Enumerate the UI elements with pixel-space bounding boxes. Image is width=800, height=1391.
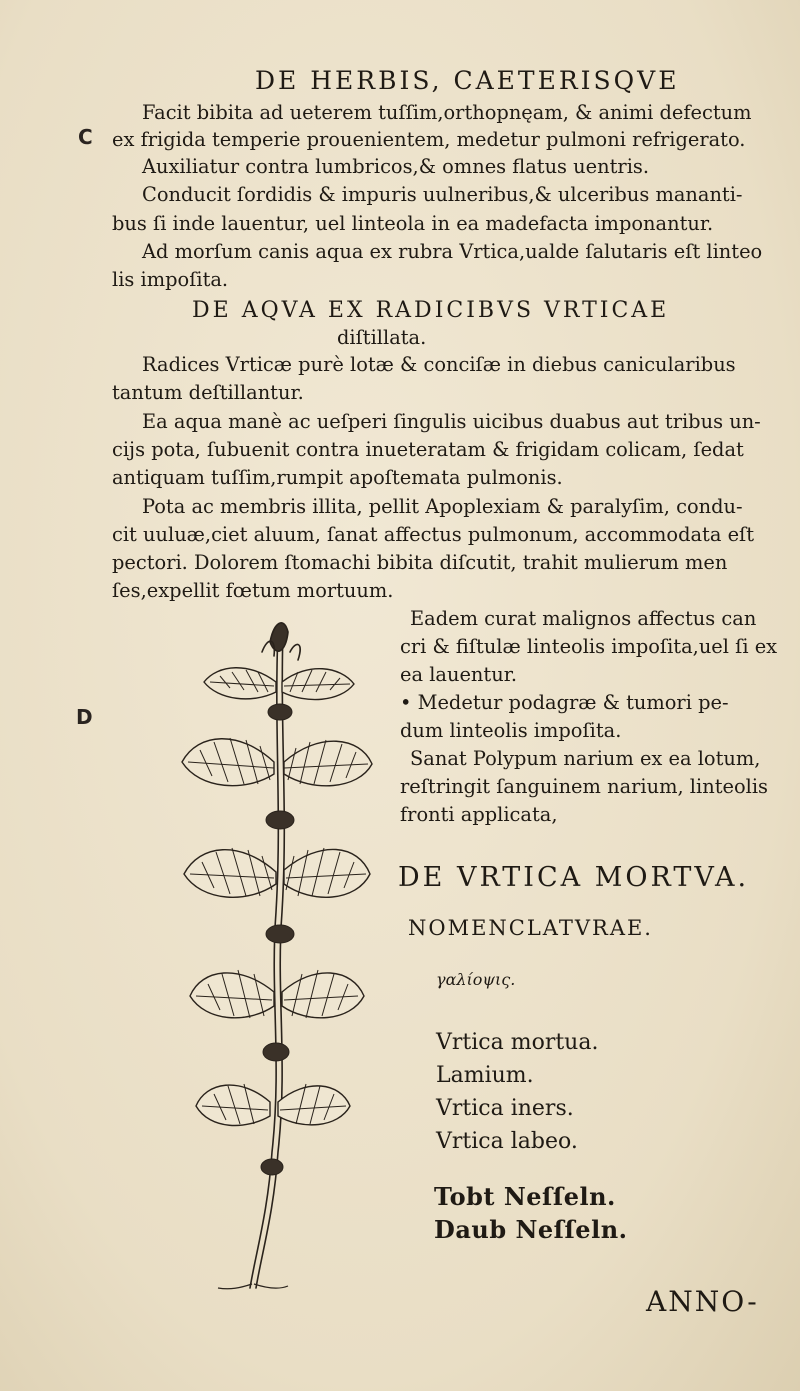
text-line: Pota ac membris illita, pellit Apoplexiam & paralyſim, condu- [142, 495, 743, 518]
german-name: Tobt Neſſeln. [434, 1182, 616, 1211]
text-line: ſes,expellit fœtum mortuum. [112, 579, 394, 602]
text-line: reſtringit ſanguinem narium, linteolis [400, 775, 768, 798]
text-line: cijs pota, ſubuenit contra inueteratam & frigidam colicam, ſedat [112, 438, 744, 461]
text-line: Ad morſum canis aqua ex rubra Vrtica,ualde ſalutaris eſt linteo [142, 240, 763, 263]
text-line: Radices Vrticæ purè lotæ & conciſæ in diebus canicularibus [142, 353, 736, 376]
text-line: Eadem curat malignos affectus can [410, 607, 757, 630]
text-line: cit uuluæ,ciet aluum, ſanat affectus pulmonum, accommodata eſt [112, 523, 755, 546]
text-line: ex frigida temperie prouenientem, medetur pulmoni refrigerato. [112, 128, 746, 151]
margin-letter-d: D [76, 705, 93, 729]
text-line: ea lauentur. [400, 663, 517, 686]
chapter-title: DE VRTICA MORTVA. [398, 862, 750, 893]
catchword: ANNO- [646, 1285, 759, 1318]
latin-name: Vrtica iners. [436, 1096, 574, 1121]
latin-name: Vrtica labeo. [436, 1129, 578, 1154]
text-line: Sanat Polypum narium ex ea lotum, [410, 747, 761, 770]
text-line: Ea aqua manè ac ueſperi ſingulis uicibus duabus aut tribus un- [142, 410, 761, 433]
latin-name: Vrtica mortua. [436, 1030, 599, 1055]
text-line: pectori. Dolorem ſtomachi bibita diſcutit, trahit mulierum men [112, 551, 728, 574]
running-header: DE HERBIS, CAETERISQVE [255, 66, 680, 95]
text-line: Conducit ſordidis & impuris uulneribus,& ulceribus mananti- [142, 183, 743, 206]
german-name: Daub Neſſeln. [434, 1215, 628, 1244]
text-line: • Medetur podagræ & tumori pe- [400, 691, 729, 714]
latin-name: Lamium. [436, 1063, 534, 1088]
text-line: Auxiliatur contra lumbricos,& omnes flatus uentris. [142, 155, 650, 178]
text-line: tantum deſtillantur. [112, 381, 304, 404]
text-line: dum linteolis impoſita. [400, 719, 622, 742]
nomenclature-title: NOMENCLATVRAE. [408, 916, 653, 940]
section-heading: DE AQVA EX RADICIBVS VRTICAE [192, 298, 670, 323]
greek-name: γαλίοψις. [436, 970, 516, 989]
text-line: Facit bibita ad ueterem tuſſim,orthopnęam, & animi defectum [142, 101, 752, 124]
dead-nettle-woodcut-illustration [170, 612, 375, 1292]
text-line: cri & fiſtulæ linteolis impoſita,uel ſi ex [400, 635, 778, 658]
text-line: fronti applicata, [400, 803, 558, 826]
text-line: lis impoſita. [112, 268, 229, 291]
text-line: antiquam tuſſim,rumpit apoſtemata pulmonis. [112, 466, 563, 489]
text-line: bus ſi inde lauentur, uel linteola in ea madefacta imponantur. [112, 212, 714, 235]
section-subheading: diſtillata. [337, 326, 427, 349]
margin-letter-c: C [78, 125, 93, 149]
